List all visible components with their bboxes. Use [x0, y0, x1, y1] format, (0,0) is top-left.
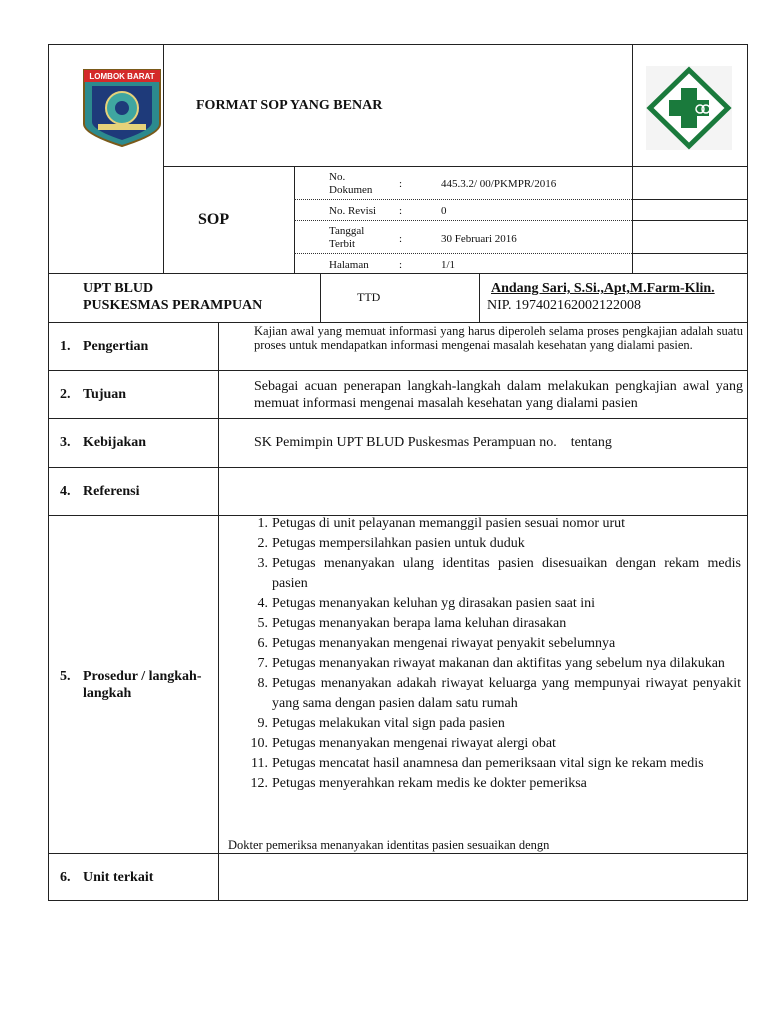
signature-label: TTD: [357, 290, 381, 304]
signer-name: Andang Sari, S.Si.,Apt,M.Farm-Klin.: [491, 281, 715, 296]
section-number: 2.: [60, 387, 71, 402]
section-number: 3.: [60, 435, 71, 450]
section-title-pengertian: Pengertian: [83, 339, 149, 354]
meta-value-halaman: 1/1: [441, 259, 456, 271]
sop-label: SOP: [198, 211, 230, 228]
procedure-step: 4. Petugas menanyakan keluhan yg dirasakan pasien saat ini: [257, 596, 596, 611]
section-title-referensi: Referensi: [83, 484, 140, 499]
meta-label-no-dokumen: No. Dokumen: [329, 171, 373, 196]
section-content-tujuan: Sebagai acuan penerapan langkah-langkah dalam melakukan pengkajian awal yang memuat informasi mengenai masalah kesehatan yang dialami pasien: [254, 379, 743, 411]
meta-value-tanggal-terbit: 30 Februari 2016: [441, 233, 517, 245]
procedure-footer-note: Dokter pemeriksa menanyakan identitas pasien sesuaikan dengn: [228, 838, 550, 852]
section-content-kebijakan: SK Pemimpin UPT BLUD Puskesmas Perampuan no. tentang: [254, 435, 612, 450]
section-title-prosedur-cont: langkah: [83, 686, 132, 701]
document-title: FORMAT SOP YANG BENAR: [196, 98, 383, 113]
section-content-pengertian: Kajian awal yang memuat informasi yang harus diperoleh selama proses pengkajian adalah suatu proses untuk mendapatkan informasi mengenai masalah kesehatan yang dialami pasien.: [254, 324, 743, 352]
procedure-step: 1. Petugas di unit pelayanan memanggil pasien sesuai nomor urut: [257, 516, 626, 531]
procedure-step: 6. Petugas menanyakan mengenai riwayat penyakit sebelumnya: [257, 636, 616, 651]
procedure-step: 9. Petugas melakukan vital sign pada pasien: [257, 716, 505, 731]
section-title-unit-terkait: Unit terkait: [83, 870, 154, 885]
meta-label-no-revisi: No. Revisi: [329, 205, 377, 217]
procedure-step: 11. Petugas mencatat hasil anamnesa dan pemeriksaan vital sign ke rekam medis: [251, 756, 704, 771]
section-title-kebijakan: Kebijakan: [83, 435, 147, 450]
org-name-line2: PUSKESMAS PERAMPUAN: [83, 298, 263, 313]
section-title-tujuan: Tujuan: [83, 387, 127, 402]
procedure-step: 3. Petugas menanyakan ulang identitas pasien disesuaikan dengan rekam medis pasien: [257, 556, 741, 591]
section-number: 5.: [60, 669, 71, 684]
meta-sep: :: [399, 259, 403, 271]
procedure-steps: [230, 514, 741, 794]
meta-label-tanggal-terbit: Tanggal Terbit: [329, 225, 365, 250]
puskesmas-logo: [646, 66, 732, 150]
procedure-step: 8. Petugas menanyakan adakah riwayat keluarga yang mempunyai riwayat penyakit yang sama dengan pasien dalam satu rumah: [257, 676, 741, 711]
procedure-step: 12. Petugas menyerahkan rekam medis ke dokter pemeriksa: [250, 776, 587, 791]
procedure-step: 7. Petugas menanyakan riwayat makanan dan aktifitas yang sebelum nya dilakukan: [257, 656, 725, 671]
meta-sep: :: [399, 205, 403, 217]
section-number: 1.: [60, 339, 71, 354]
procedure-step: 10. Petugas menanyakan mengenai riwayat alergi obat: [250, 736, 556, 751]
org-name-line1: UPT BLUD: [83, 281, 154, 296]
meta-label-halaman: Halaman: [329, 259, 369, 271]
section-number: 6.: [60, 870, 71, 885]
meta-value-no-dokumen: 445.3.2/ 00/PKMPR/2016: [441, 178, 557, 190]
meta-sep: :: [399, 233, 403, 245]
procedure-step: 2. Petugas mempersilahkan pasien untuk duduk: [257, 536, 525, 551]
emblem-text: LOMBOK BARAT: [89, 72, 155, 81]
section-number: 4.: [60, 484, 71, 499]
section-title-prosedur: Prosedur / langkah-: [83, 669, 202, 684]
meta-value-no-revisi: 0: [441, 205, 447, 217]
lombok-barat-emblem: [82, 68, 162, 148]
procedure-step: 5. Petugas menanyakan berapa lama keluhan dirasakan: [257, 616, 567, 631]
signer-nip: NIP. 197402162002122008: [487, 298, 642, 313]
meta-sep: :: [399, 178, 403, 190]
